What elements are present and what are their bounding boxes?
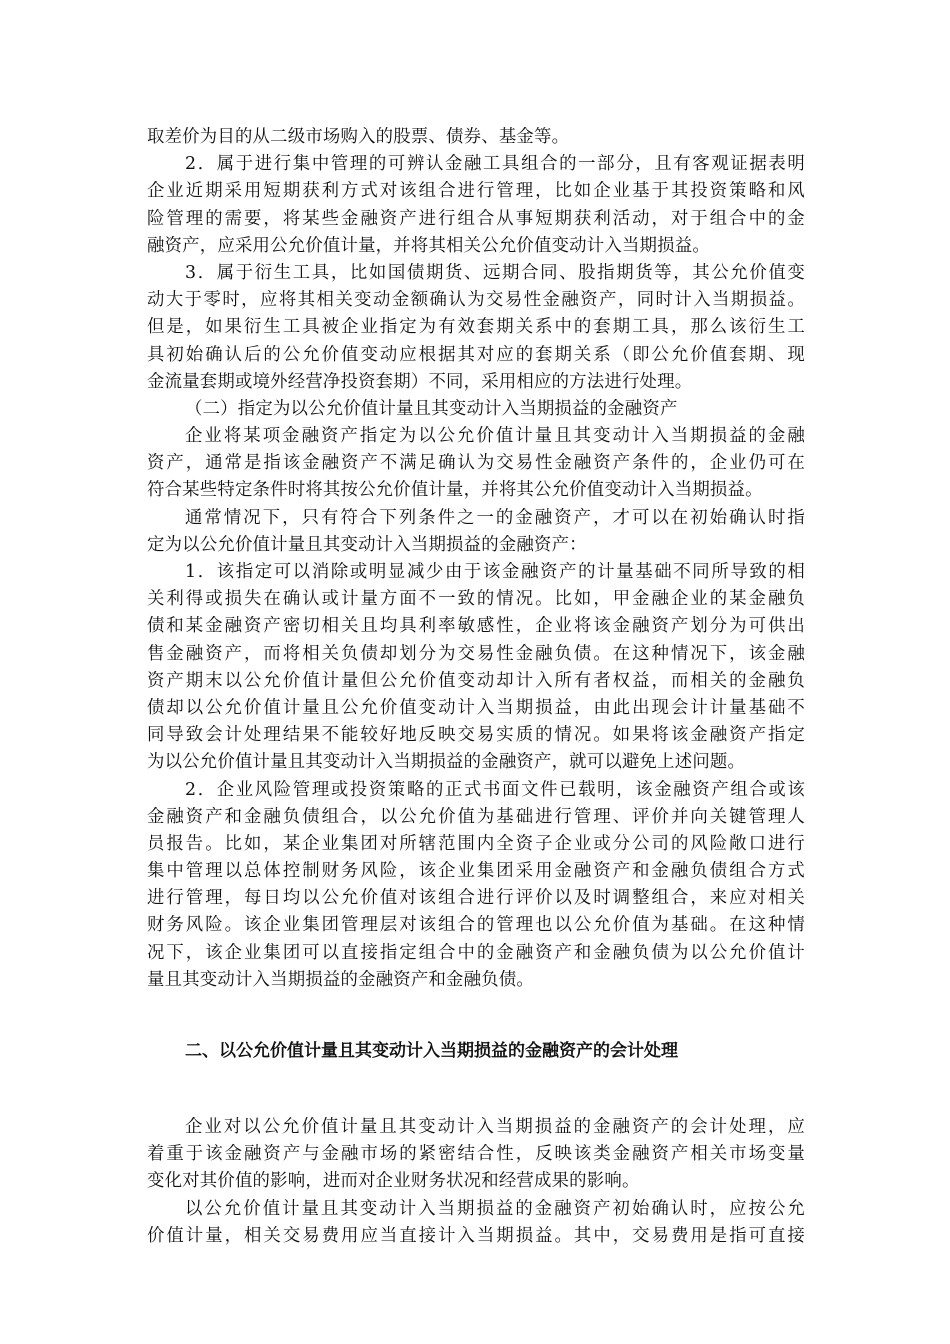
text-line: 关利得或损失在确认或计量方面不一致的情况。比如，甲金融企业的某金融负 — [147, 589, 805, 610]
text-line: 进行管理，每日均以公允价值对该组合进行评价以及时调整组合，来应对相关 — [147, 888, 805, 909]
text-line: 但是，如果衍生工具被企业指定为有效套期关系中的套期工具，那么该衍生工 — [147, 317, 805, 338]
text-line: 定为以公允价值计量且其变动计入当期损益的金融资产： — [147, 534, 587, 555]
text-line: 售金融资产，而将相关负债却划分为交易性金融负债。在这种情况下，该金融 — [147, 643, 805, 664]
text-line: 企业近期采用短期获利方式对该组合进行管理，比如企业基于其投资策略和风 — [147, 181, 805, 202]
text-line: 企业将某项金融资产指定为以公允价值计量且其变动计入当期损益的金融 — [185, 426, 805, 447]
text-line: 具初始确认后的公允价值变动应根据其对应的套期关系（即公允价值套期、现 — [147, 344, 805, 365]
text-line: 1．该指定可以消除或明显减少由于该金融资产的计量基础不同所导致的相 — [185, 562, 805, 582]
text-line: 集中管理以总体控制财务风险，该企业集团采用金融资产和金融负债组合方式 — [147, 861, 805, 882]
text-line: 同导致会计处理结果不能较好地反映交易实质的情况。如果将该金融资产指定 — [147, 725, 805, 746]
text-line: 金融资产和金融负债组合，以公允价值为基础进行管理、评价并向关键管理人 — [147, 806, 805, 827]
text-line: 资产期末以公允价值计量但公允价值变动却计入所有者权益，而相关的金融负 — [147, 670, 805, 691]
text-line: 变化对其价值的影响，进而对企业财务状况和经营成果的影响。 — [147, 1171, 640, 1192]
text-line: 着重于该金融资产与金融市场的紧密结合性，反映该类金融资产相关市场变量 — [147, 1144, 805, 1165]
text-line: 以公允价值计量且其变动计入当期损益的金融资产初始确认时，应按公允 — [185, 1198, 805, 1219]
text-line: 通常情况下，只有符合下列条件之一的金融资产，才可以在初始确认时指 — [185, 507, 805, 528]
text-line: 动大于零时，应将其相关变动金额确认为交易性金融资产，同时计入当期损益。 — [147, 290, 805, 311]
text-line: 融资产，应采用公允价值计量，并将其相关公允价值变动计入当期损益。 — [147, 235, 710, 256]
text-line: 企业对以公允价值计量且其变动计入当期损益的金融资产的会计处理，应 — [185, 1117, 805, 1137]
text-line: 险管理的需要，将某些金融资产进行组合从事短期获利活动，对于组合中的金 — [147, 208, 805, 229]
text-line: 取差价为目的从二级市场购入的股票、债券、基金等。 — [147, 127, 570, 147]
text-line: 价值计量，相关交易费用应当直接计入当期损益。其中，交易费用是指可直接 — [147, 1225, 805, 1246]
text-line: 3．属于衍生工具，比如国债期货、远期合同、股指期货等，其公允价值变 — [185, 262, 805, 283]
text-line: 员报告。比如，某企业集团对所辖范围内全资子企业或分公司的风险敞口进行 — [147, 833, 805, 854]
body-text-block-1 — [147, 124, 805, 994]
body-text-block-2 — [147, 1114, 805, 1250]
text-line: 金流量套期或境外经营净投资套期）不同，采用相应的方法进行处理。 — [147, 371, 693, 392]
text-line: 债和某金融资产密切相关且均具利率敏感性，企业将该金融资产划分为可供出 — [147, 616, 805, 637]
text-line: 财务风险。该企业集团管理层对该组合的管理也以公允价值为基础。在这种情 — [147, 915, 805, 936]
text-line: 量且其变动计入当期损益的金融资产和金融负债。 — [147, 969, 534, 990]
text-line: （二）指定为以公允价值计量且其变动计入当期损益的金融资产 — [185, 398, 678, 419]
text-line: 为以公允价值计量且其变动计入当期损益的金融资产，就可以避免上述问题。 — [147, 752, 746, 773]
text-line: 债却以公允价值计量且公允价值变动计入当期损益，由此出现会计计量基础不 — [147, 697, 805, 718]
text-line: 资产，通常是指该金融资产不满足确认为交易性金融资产条件的，企业仍可在 — [147, 453, 805, 474]
text-line: 符合某些特定条件时将其按公允价值计量，并将其公允价值变动计入当期损益。 — [147, 480, 763, 501]
text-line: 2．属于进行集中管理的可辨认金融工具组合的一部分，且有客观证据表明 — [185, 154, 805, 175]
section-heading: 二、以公允价值计量且其变动计入当期损益的金融资产的会计处理 — [185, 1041, 678, 1061]
text-line: 2．企业风险管理或投资策略的正式书面文件已载明，该金融资产组合或该 — [185, 779, 805, 800]
text-line: 况下，该企业集团可以直接指定组合中的金融资产和金融负债为以公允价值计 — [147, 942, 805, 963]
